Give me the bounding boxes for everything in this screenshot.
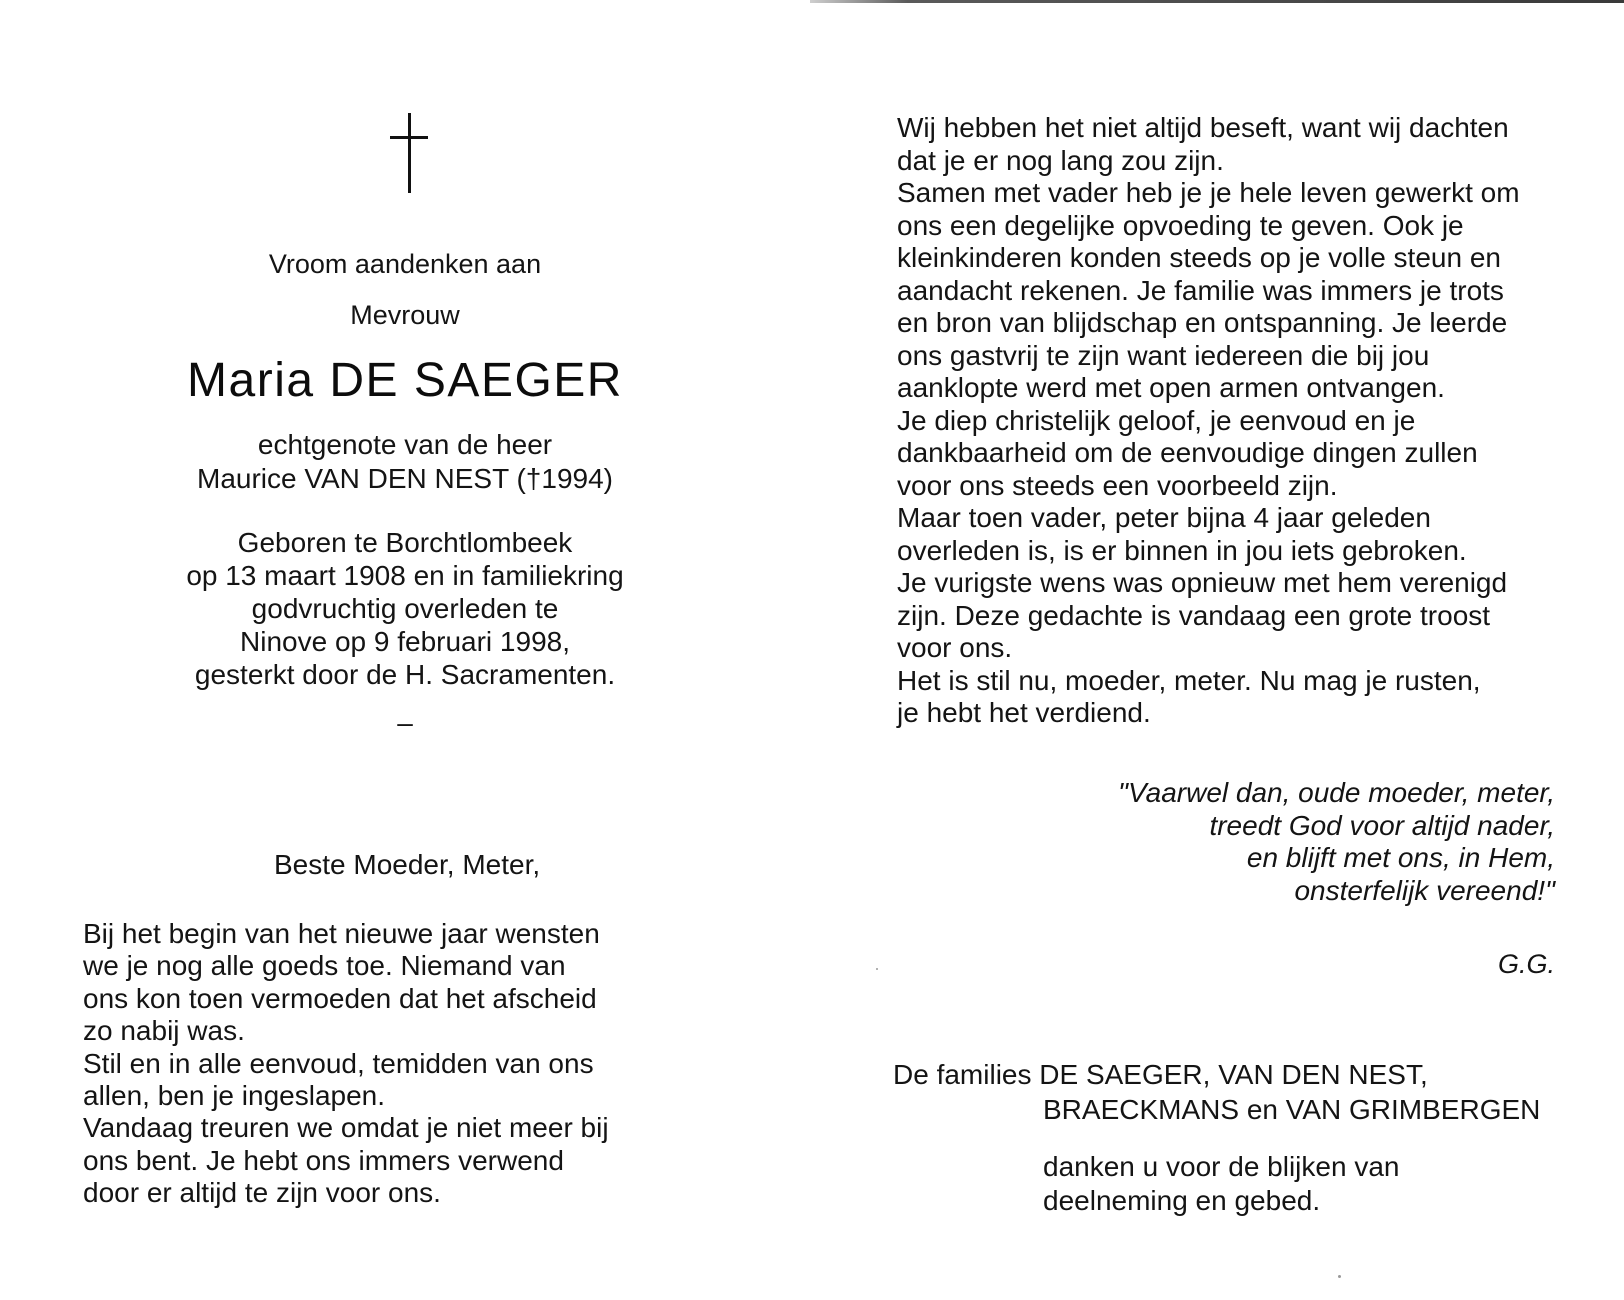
- body-line: aanklopte werd met open armen ontvangen.: [897, 372, 1445, 403]
- body-line: Bij het begin van het nieuwe jaar wensten: [83, 918, 600, 949]
- body-line: zijn. Deze gedachte is vandaag een grote troost: [897, 599, 1491, 631]
- deceased-name: Maria DE SAEGER: [187, 354, 623, 407]
- salutation: Beste Moeder, Meter,: [274, 849, 541, 880]
- body-line: kleinkinderen konden steeds op je volle steun en: [897, 242, 1501, 273]
- body-line: door er altijd te zijn voor ons.: [83, 1177, 441, 1209]
- families-line-2: BRAECKMANS en VAN GRIMBERGEN: [1043, 1094, 1541, 1125]
- body-line: Het is stil nu, moeder, meter. Nu mag je rusten,: [897, 664, 1481, 696]
- body-line: ons kon toen vermoeden dat het afscheid: [83, 982, 597, 1014]
- body-line: Vandaag treuren we omdat je niet meer bij: [83, 1112, 609, 1144]
- body-line: Maar toen vader, peter bijna 4 jaar geleden: [897, 502, 1431, 533]
- detail-line: op 13 maart 1908 en in familiekring: [186, 560, 624, 591]
- body-line: ons een degelijke opvoeding te geven. Ook je: [897, 209, 1464, 241]
- right-body-text: [897, 112, 1597, 730]
- families-line-1: De families DE SAEGER, VAN DEN NEST,: [893, 1059, 1428, 1090]
- detail-line: gesterkt door de H. Sacramenten.: [194, 659, 616, 690]
- poem-line: treedt God voor altijd nader,: [1209, 809, 1555, 841]
- poem-signature: G.G.: [1497, 949, 1555, 979]
- spouse-line: echtgenote van de heer: [257, 429, 553, 460]
- left-body-text: [83, 918, 723, 1210]
- intro-line: Vroom aandenken aan: [268, 249, 542, 279]
- poem-line: "Vaarwel dan, oude moeder, meter,: [1118, 777, 1555, 808]
- body-line: Je vurigste wens was opnieuw met hem verenigd: [897, 567, 1508, 598]
- thanks-line: danken u voor de blijken van: [1043, 1151, 1400, 1182]
- body-line: Stil en in alle eenvoud, temidden van ons: [83, 1047, 594, 1079]
- body-line: allen, ben je ingeslapen.: [83, 1080, 386, 1112]
- detail-line: Geboren te Borchtlombeek: [237, 527, 573, 558]
- body-line: zo nabij was.: [83, 1015, 245, 1047]
- body-line: voor ons.: [897, 632, 1013, 663]
- detail-line: godvruchtig overleden te: [251, 593, 559, 624]
- farewell-poem: [1000, 777, 1555, 907]
- detail-line: Ninove op 9 februari 1998,: [240, 626, 570, 657]
- thanks-line: deelneming en gebed.: [1043, 1185, 1321, 1216]
- body-line: Samen met vader heb je je hele leven gewerkt om: [897, 177, 1520, 208]
- body-line: voor ons steeds een voorbeeld zijn.: [897, 469, 1338, 501]
- poem-line: en blijft met ons, in Hem,: [1246, 842, 1555, 873]
- body-line: je hebt het verdiend.: [897, 697, 1151, 728]
- cross-icon: [390, 113, 430, 193]
- intro-title-line: Mevrouw: [350, 300, 460, 330]
- card-top-edge: [810, 0, 1624, 3]
- thanks-text: [1043, 1150, 1399, 1218]
- poem-line: onsterfelijk vereend!": [1294, 874, 1555, 906]
- separator-dash: –: [397, 707, 413, 738]
- birth-death-details: [130, 526, 680, 691]
- memorial-intro: [130, 239, 680, 341]
- body-line: we je nog alle goeds toe. Niemand van: [83, 950, 566, 982]
- paper-speck: [876, 968, 878, 970]
- body-line: aandacht rekenen. Je familie was immers je trots: [897, 274, 1504, 306]
- body-line: dankbaarheid om de eenvoudige dingen zullen: [897, 437, 1478, 468]
- paper-speck: [1338, 1275, 1341, 1278]
- body-line: en bron van blijdschap en ontspanning. Je leerde: [897, 307, 1508, 338]
- body-line: Wij hebben het niet altijd beseft, want wij dachten: [897, 112, 1509, 143]
- body-line: ons gastvrij te zijn want iedereen die bij jou: [897, 339, 1430, 371]
- body-line: ons bent. Je hebt ons immers verwend: [83, 1144, 564, 1176]
- body-line: dat je er nog lang zou zijn.: [897, 144, 1224, 176]
- body-line: Je diep christelijk geloof, je eenvoud en je: [897, 404, 1416, 436]
- spouse-info: [130, 428, 680, 496]
- body-line: overleden is, is er binnen in jou iets gebroken.: [897, 534, 1467, 566]
- spouse-name-line: Maurice VAN DEN NEST (†1994): [197, 463, 613, 494]
